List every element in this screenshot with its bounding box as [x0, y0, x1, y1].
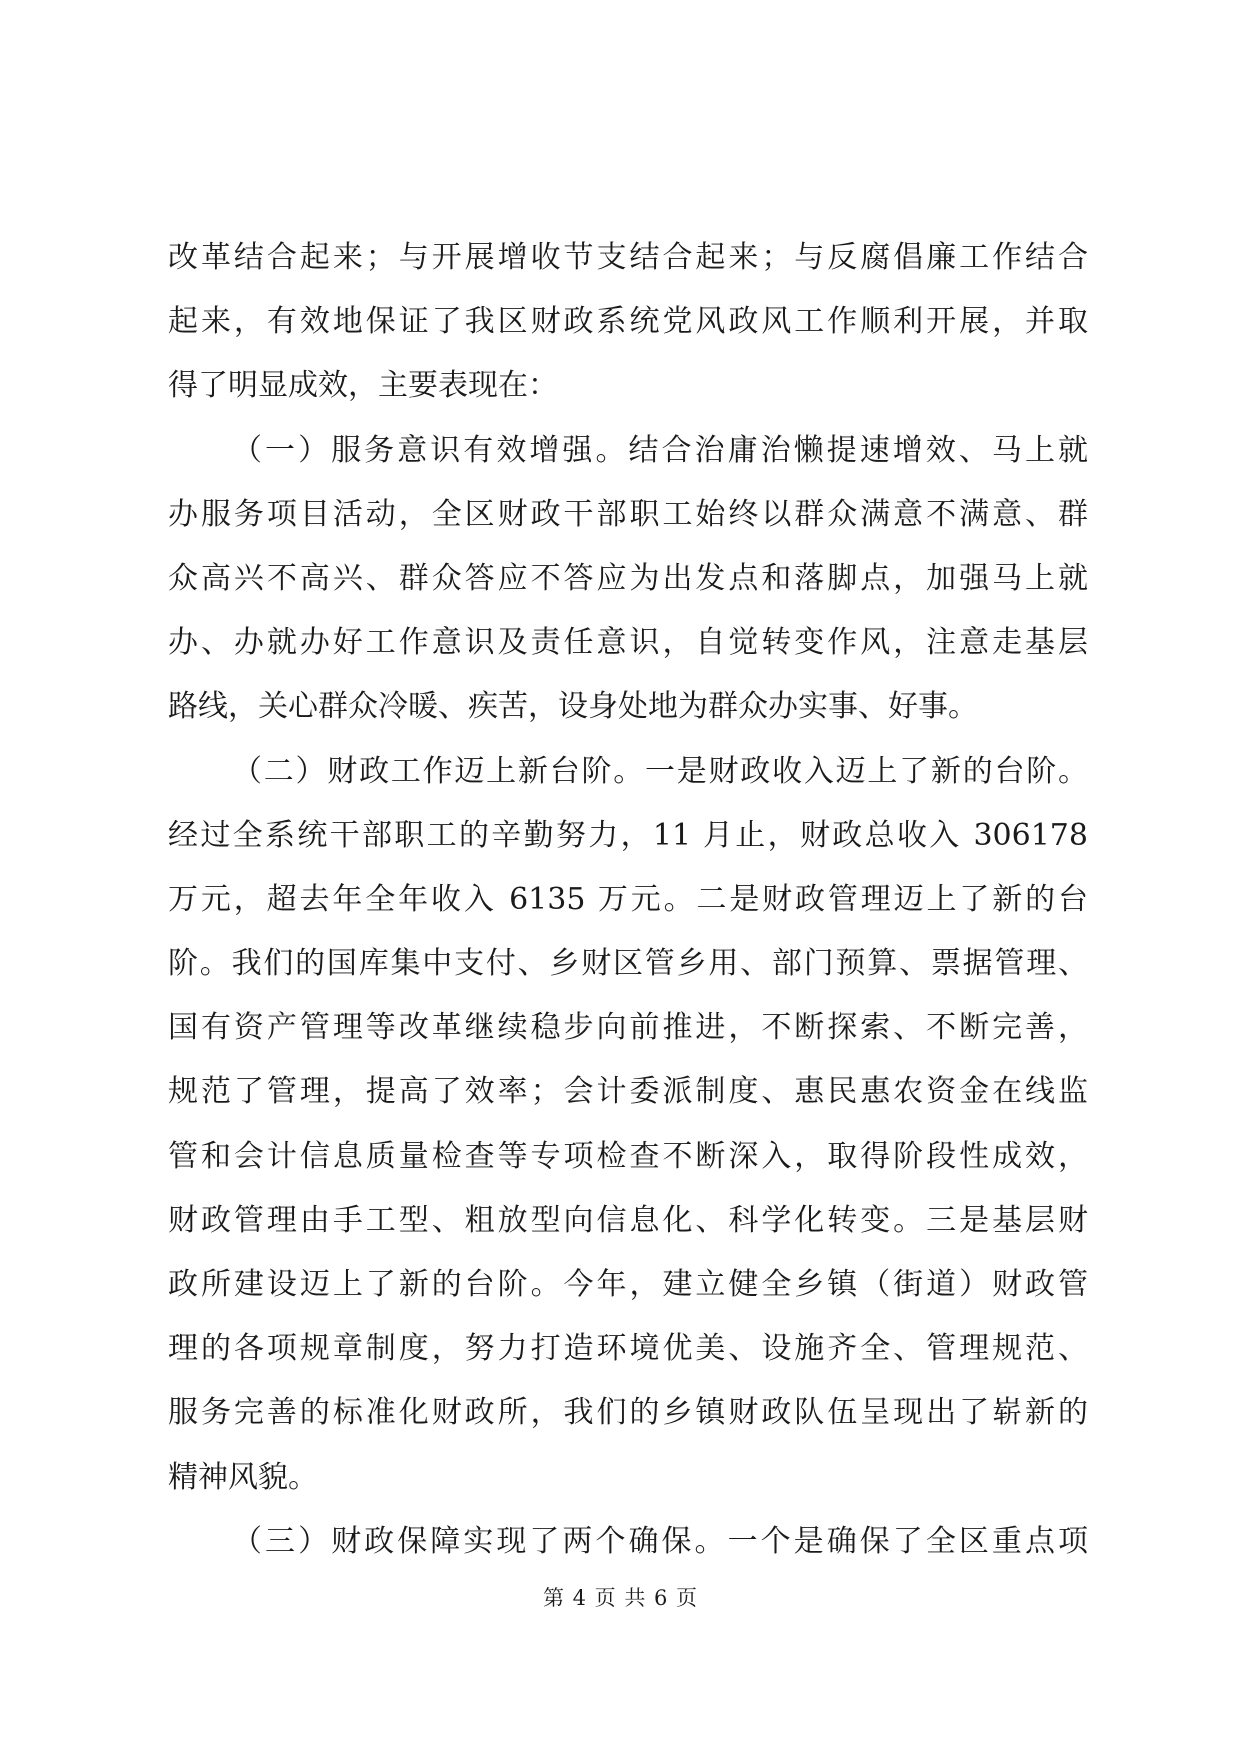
text-line: 精神风貌。 — [168, 1459, 318, 1495]
text-line: 路线，关心群众冷暖、疾苦，设身处地为群众办实事、好事。 — [168, 689, 978, 725]
text-line: （三）财政保障实现了两个确保。一个是确保了全区重点项 — [232, 1523, 1088, 1559]
text-line: 规范了管理，提高了效率；会计委派制度、惠民惠农资金在线监 — [168, 1074, 1088, 1110]
text-line: 办、办就办好工作意识及责任意识，自觉转变作风，注意走基层 — [168, 625, 1088, 661]
text-line: 众高兴不高兴、群众答应不答应为出发点和落脚点，加强马上就 — [168, 560, 1088, 596]
text-line: 国有资产管理等改革继续稳步向前推进，不断探索、不断完善， — [168, 1010, 1088, 1046]
text-line: 理的各项规章制度，努力打造环境优美、设施齐全、管理规范、 — [168, 1331, 1088, 1367]
text-line: 经过全系统干部职工的辛勤努力，11 月止，财政总收入 306178 — [168, 817, 1088, 853]
text-line: 阶。我们的国库集中支付、乡财区管乡用、部门预算、票据管理、 — [168, 946, 1088, 982]
page-footer: 第 4 页 共 6 页 — [542, 1586, 699, 1610]
text-line: 办服务项目活动，全区财政干部职工始终以群众满意不满意、群 — [168, 496, 1088, 532]
text-line: 财政管理由手工型、粗放型向信息化、科学化转变。三是基层财 — [168, 1202, 1088, 1238]
text-line: 得了明显成效，主要表现在： — [168, 368, 558, 404]
text-line: （二）财政工作迈上新台阶。一是财政收入迈上了新的台阶。 — [232, 753, 1088, 789]
text-line: 政所建设迈上了新的台阶。今年，建立健全乡镇（街道）财政管 — [168, 1267, 1088, 1302]
text-line: 改革结合起来；与开展增收节支结合起来；与反腐倡廉工作结合 — [168, 240, 1088, 275]
text-line: 万元，超去年全年收入 6135 万元。二是财政管理迈上了新的台 — [168, 881, 1088, 917]
text-line: 服务完善的标准化财政所，我们的乡镇财政队伍呈现出了崭新的 — [168, 1395, 1088, 1431]
text-line: 管和会计信息质量检查等专项检查不断深入，取得阶段性成效， — [168, 1138, 1088, 1174]
text-line: 起来，有效地保证了我区财政系统党风政风工作顺利开展，并取 — [168, 304, 1088, 340]
body-text — [168, 226, 1088, 1574]
text-line: （一）服务意识有效增强。结合治庸治懒提速增效、马上就 — [232, 432, 1088, 468]
